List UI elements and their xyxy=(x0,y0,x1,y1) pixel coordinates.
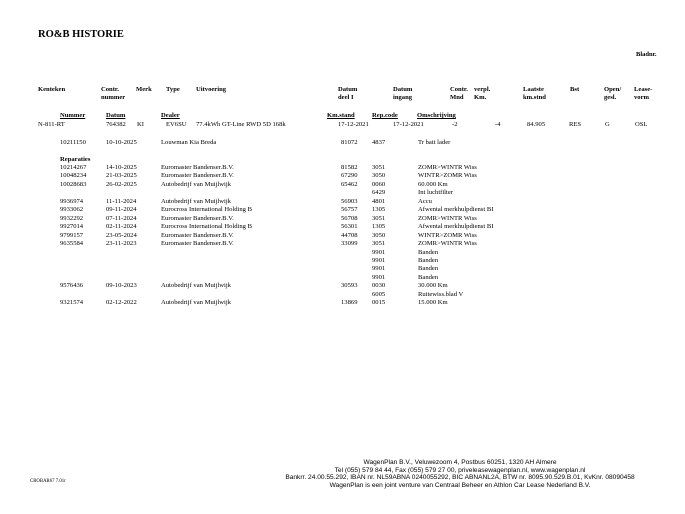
header-rep-code: Rep.code xyxy=(372,112,398,119)
header-datum: Datum xyxy=(106,112,126,119)
company-footer xyxy=(270,459,650,490)
first-record-omschrijving: Tr batt lader xyxy=(418,139,451,146)
form-code: CROBAR67 7.01r xyxy=(30,479,66,484)
header-merk: Merk xyxy=(136,86,152,93)
header-datum-deel-1: Datum xyxy=(338,86,358,93)
rep-dealer: Euromaster Bandenser.B.V. xyxy=(161,231,234,239)
rep-dealer: Autobedrijf van Muijlwijk xyxy=(161,180,231,188)
rep-km: 44708 xyxy=(341,231,358,239)
rep-code: 0030 xyxy=(372,282,386,290)
rep-dealer: Autobedrijf van Muijlwijk xyxy=(161,299,231,307)
rep-omschrijving: Banden xyxy=(418,248,439,256)
rep-omschrijving: Accu xyxy=(418,197,432,205)
rep-omschrijving: ZOMR>WINTR Wiss xyxy=(418,164,477,171)
vehicle-datum-deel: 17-12-2021 xyxy=(338,121,369,128)
rep-datum: 14-10-2025 xyxy=(106,164,137,171)
rep-omschrijving: Ruitewiss.blad V xyxy=(418,290,464,298)
header-kenteken: Kenteken xyxy=(38,86,66,93)
vehicle-kenteken: N-811-RT xyxy=(38,121,65,128)
header-contr-mnd-2: Mnd xyxy=(450,94,464,101)
rep-code: 4801 xyxy=(372,197,386,205)
header-open-gesl-2: gesl. xyxy=(604,94,617,101)
first-record-datum: 10-10-2025 xyxy=(106,139,137,146)
rep-km: 56301 xyxy=(341,223,358,231)
header-datum-ingang-2: ingang xyxy=(393,94,413,101)
rep-nummer: 10048234 xyxy=(60,172,87,180)
rep-code: 9901 xyxy=(372,273,386,281)
rep-datum: 09-11-2024 xyxy=(106,206,137,214)
rep-datum: 09-10-2023 xyxy=(106,282,137,290)
rep-dealer: Euromaster Bandenser.B.V. xyxy=(161,164,234,171)
rep-nummer: 9321574 xyxy=(60,299,84,307)
rep-omschrijving: ZOMR>WINTR Wiss xyxy=(418,240,477,248)
vehicle-type: EV6SU xyxy=(166,121,187,128)
rep-omschrijving: Banden xyxy=(418,256,439,264)
rep-km: 81582 xyxy=(341,164,358,171)
rep-code: 0060 xyxy=(372,180,386,188)
header-verpl-km-2: Km. xyxy=(474,94,487,101)
first-record-code: 4837 xyxy=(372,139,386,146)
rep-datum: 23-05-2024 xyxy=(106,231,137,239)
header-lease-vorm-2: vorm xyxy=(634,94,650,101)
rep-code: 6429 xyxy=(372,189,386,197)
rep-code: 9901 xyxy=(372,265,386,273)
rep-omschrijving: Banden xyxy=(418,273,439,281)
header-open-gesl-1: Open/ xyxy=(604,86,622,93)
rep-km: 56757 xyxy=(341,206,358,214)
rep-omschrijving: Afwental merkhulpdienst BI xyxy=(418,223,494,231)
header-uitvoering: Uitvoering xyxy=(196,86,227,93)
rep-datum: 02-12-2022 xyxy=(106,299,137,307)
page-number-label: Bladnr. xyxy=(636,51,657,58)
rep-nummer: 10214267 xyxy=(60,164,87,171)
rep-datum: 23-11-2023 xyxy=(106,240,137,248)
header-km-stand: Km.stand xyxy=(327,112,355,119)
first-record-km: 81072 xyxy=(341,139,358,146)
rep-nummer: 9933062 xyxy=(60,206,84,214)
first-record-nummer: 10211150 xyxy=(60,139,86,146)
rep-km: 56708 xyxy=(341,214,358,222)
rep-code: 3051 xyxy=(372,164,386,171)
rep-km: 65462 xyxy=(341,180,358,188)
header-datum-deel-2: deel I xyxy=(338,94,354,101)
header-bst: Bst xyxy=(570,86,580,93)
vehicle-merk: KI xyxy=(137,121,144,128)
rep-nummer: 9936974 xyxy=(60,197,84,205)
rep-km: 13869 xyxy=(341,299,358,307)
rep-nummer: 9799157 xyxy=(60,231,84,239)
footer-bank: Bankrr. 24.00.55.292, IBAN nr. NL59ABNA 0240055292, BIC ABNANL2A, BTW nr. 8095.90.529.B.01, KvKnr. 08090458 xyxy=(285,474,635,482)
footer-joint-venture: WagenPlan is een joint venture van Centraal Beheer en Athlon Car Lease Nederland B.V. xyxy=(329,482,591,490)
header-contr-nummer-2: nummer xyxy=(101,94,126,101)
rep-omschrijving: 60.000 Km xyxy=(418,180,448,188)
rep-datum: 11-11-2024 xyxy=(106,197,137,205)
header-dealer: Dealer xyxy=(161,112,180,119)
rep-nummer: 9576436 xyxy=(60,282,84,290)
rep-code: 1305 xyxy=(372,223,386,231)
vehicle-lease-vorm: OSL xyxy=(635,121,648,128)
rep-dealer: Euromaster Bandenser.B.V. xyxy=(161,172,234,180)
footer-address: WagenPlan B.V., Veluwezoom 4, Postbus 60251, 1320 AH Almere xyxy=(363,459,557,466)
rep-code: 3050 xyxy=(372,172,386,180)
rep-omschrijving: Afwental merkhulpdienst BI xyxy=(418,206,494,214)
rep-code: 3051 xyxy=(372,214,386,222)
vehicle-contract: 764382 xyxy=(106,121,126,128)
rep-code: 6005 xyxy=(372,290,386,298)
vehicle-bst: RES xyxy=(569,121,582,128)
rep-omschrijving: WINTR>ZOMR Wiss xyxy=(418,231,477,239)
vehicle-datum-ingang: 17-12-2021 xyxy=(393,121,424,128)
rep-nummer: 9932292 xyxy=(60,214,84,222)
rep-nummer: 9927014 xyxy=(60,223,84,231)
rep-code: 3051 xyxy=(372,240,386,248)
vehicle-open-gesl: G xyxy=(605,121,610,128)
header-laatste-km-2: km.stnd xyxy=(523,94,546,101)
rep-dealer: Eurocross International Holding B xyxy=(161,206,253,214)
header-omschrijving: Omschrijving xyxy=(417,112,456,119)
first-record-dealer: Louwman Kia Breda xyxy=(161,139,217,146)
rep-omschrijving: Int luchtfilter xyxy=(418,189,453,197)
rep-omschrijving: WINTR>ZOMR Wiss xyxy=(418,172,477,180)
rep-datum: 26-02-2025 xyxy=(106,180,137,188)
rep-dealer: Autobedrijf van Muijlwijk xyxy=(161,282,231,290)
vehicle-uitvoering: 77.4kWh GT-Line RWD 5D 168k xyxy=(196,121,286,128)
rep-dealer: Autobedrijf van Muijlwijk xyxy=(161,197,231,205)
rep-code: 0015 xyxy=(372,299,386,307)
vehicle-laatste-km: 84.905 xyxy=(527,121,546,128)
rep-datum: 02-11-2024 xyxy=(106,223,137,231)
reparaties-heading: Reparaties xyxy=(60,156,91,163)
rep-omschrijving: ZOMR>WINTR Wiss xyxy=(418,214,477,222)
rep-datum: 07-11-2024 xyxy=(106,214,137,222)
header-lease-vorm-1: Lease- xyxy=(634,86,653,93)
rep-km: 67290 xyxy=(341,172,358,180)
rep-km: 33099 xyxy=(341,240,358,248)
vehicle-contr-mnd: -2 xyxy=(452,121,458,128)
rep-omschrijving: 15.000 Km xyxy=(418,299,448,307)
rep-datum: 21-03-2025 xyxy=(106,172,137,180)
rep-code: 1305 xyxy=(372,206,386,214)
rep-omschrijving: 30.000 Km xyxy=(418,282,448,290)
header-nummer: Nummer xyxy=(60,112,86,119)
header-contr-nummer-1: Contr. xyxy=(101,86,119,93)
vehicle-verpl-km: -4 xyxy=(495,121,501,128)
header-laatste-km-1: Laatste xyxy=(523,86,544,93)
rep-dealer: Euromaster Bandenser.B.V. xyxy=(161,240,234,248)
header-contr-mnd-1: Contr. xyxy=(450,86,468,93)
footer-contact: Tel (055) 579 84 44, Fax (055) 579 27 00, priveleasewagenplan.nl, www.wagenplan.nl xyxy=(334,466,586,474)
rep-dealer: Euromaster Bandenser.B.V. xyxy=(161,214,234,222)
page-title: RO&B HISTORIE xyxy=(38,29,124,40)
header-type: Type xyxy=(166,86,180,93)
rep-nummer: 9635584 xyxy=(60,240,84,248)
rep-code: 9901 xyxy=(372,256,386,264)
rep-km: 56903 xyxy=(341,197,358,205)
rep-omschrijving: Banden xyxy=(418,265,439,273)
rep-nummer: 10028683 xyxy=(60,180,87,188)
rep-code: 9901 xyxy=(372,248,386,256)
header-datum-ingang-1: Datum xyxy=(393,86,413,93)
header-verpl-km-1: verpl. xyxy=(474,86,491,93)
rep-dealer: Eurocross International Holding B xyxy=(161,223,253,231)
rep-code: 3050 xyxy=(372,231,386,239)
rep-km: 30593 xyxy=(341,282,358,290)
